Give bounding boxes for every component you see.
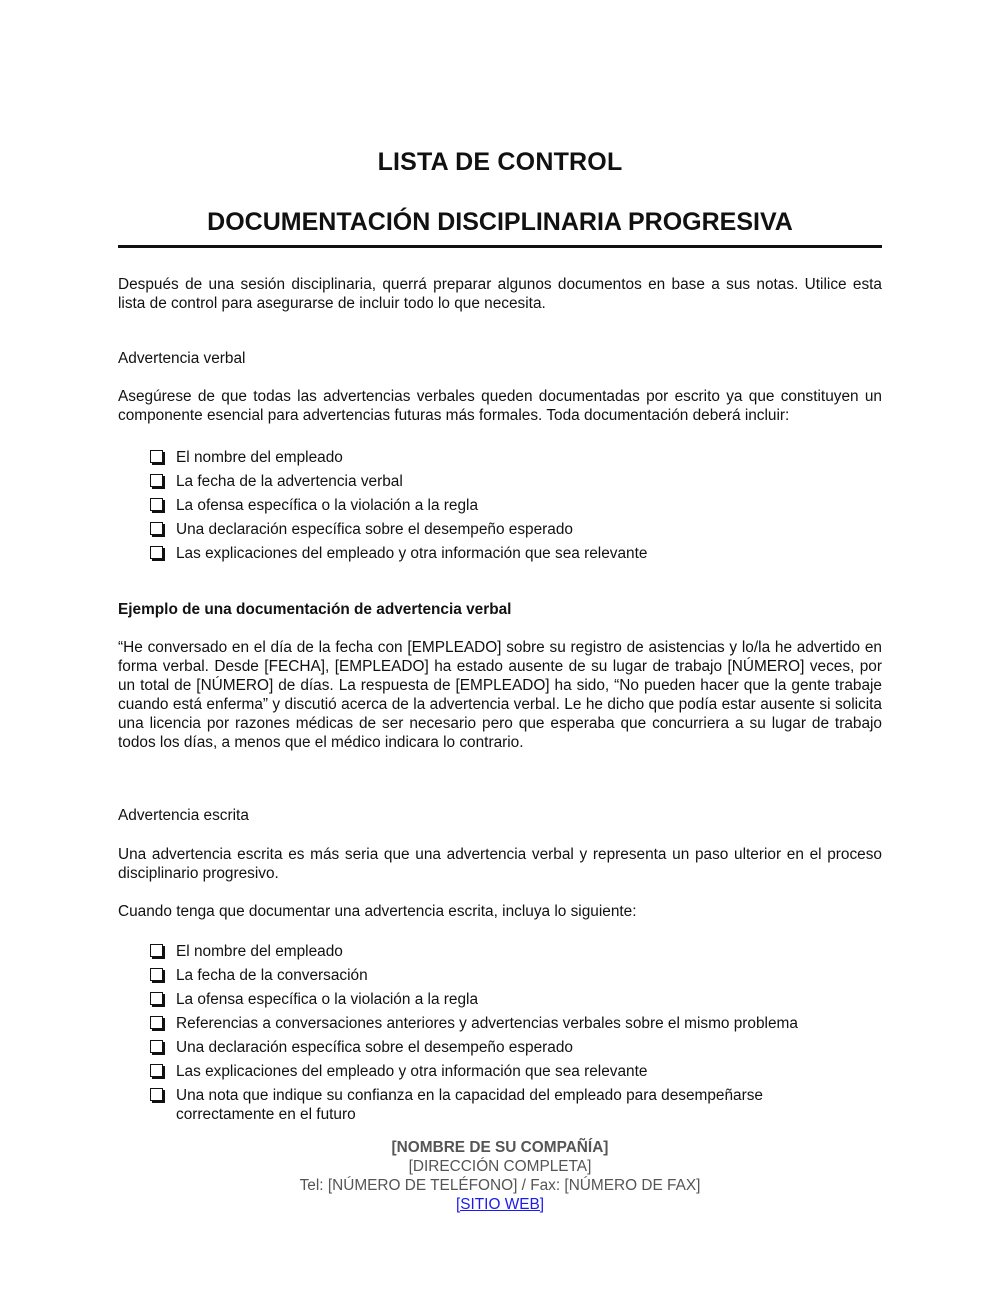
checkbox-icon[interactable] [150, 944, 163, 957]
checkbox-icon[interactable] [150, 1040, 163, 1053]
written-description: Una advertencia escrita es más seria que una advertencia verbal y representa un paso ulterior en el proceso disciplinario progresivo. [118, 846, 882, 882]
checklist-item: Una nota que indique su confianza en la capacidad del empleado para desempeñarse correctamente en el futuro [150, 1084, 856, 1124]
website-link[interactable]: [SITIO WEB] [455, 1196, 545, 1213]
checkbox-icon[interactable] [150, 522, 163, 535]
checklist-item: La fecha de la conversación [150, 964, 856, 988]
written-heading: Advertencia escrita [118, 807, 249, 824]
verbal-description: Asegúrese de que todas las advertencias verbales queden documentadas por escrito ya que constituyen un componente esencial para advertencias futuras más formales. Toda documentación deberá incluir: [118, 388, 882, 424]
checklist-item: Una declaración específica sobre el desempeño esperado [150, 1036, 856, 1060]
checklist-item: Las explicaciones del empleado y otra información que sea relevante [150, 542, 647, 566]
checklist-item: La fecha de la advertencia verbal [150, 470, 647, 494]
checkbox-icon[interactable] [150, 450, 163, 463]
checklist-item: El nombre del empleado [150, 446, 647, 470]
checkbox-icon[interactable] [150, 498, 163, 511]
intro-paragraph: Después de una sesión disciplinaria, querrá preparar algunos documentos en base a sus notas. Utilice esta lista de control para asegurarse de incluir todo lo que necesita. [118, 276, 882, 312]
title-divider [118, 245, 882, 248]
checkbox-icon[interactable] [150, 1064, 163, 1077]
company-footer [0, 1138, 1000, 1214]
written-checklist [150, 940, 856, 1124]
checkbox-icon[interactable] [150, 1016, 163, 1029]
verbal-heading: Advertencia verbal [118, 350, 246, 367]
company-name: [NOMBRE DE SU COMPAÑÍA] [391, 1139, 609, 1156]
checkbox-icon[interactable] [150, 1088, 163, 1101]
example-heading: Ejemplo de una documentación de advertencia verbal [118, 601, 512, 618]
checkbox-icon[interactable] [150, 992, 163, 1005]
document-title: LISTA DE CONTROL [377, 148, 623, 176]
document-subtitle: DOCUMENTACIÓN DISCIPLINARIA PROGRESIVA [207, 208, 793, 236]
checklist-item: Referencias a conversaciones anteriores y advertencias verbales sobre el mismo problema [150, 1012, 856, 1036]
checkbox-icon[interactable] [150, 968, 163, 981]
verbal-checklist [150, 446, 647, 566]
company-contact: Tel: [NÚMERO DE TELÉFONO] / Fax: [NÚMERO DE FAX] [299, 1177, 701, 1194]
example-paragraph: “He conversado en el día de la fecha con [EMPLEADO] sobre su registro de asistencias y lo/la he advertido en forma verbal. Desde [FECHA], [EMPLEADO] ha estado ausente de su lugar de trabajo [NÚMERO] veces, por un total de [NÚMERO] de días. La respuesta de [EMPLEADO] ha sido, “No pueden hacer que la gente trabaje cuando está enferma” y discutió acerca de la advertencia verbal. Le he dicho que podía estar ausente si solicita una licencia por razones médicas de ser necesario pero que esperaba que concurriera a su lugar de trabajo todos los días, a menos que el médico indicara lo contrario. [118, 639, 882, 751]
checkbox-icon[interactable] [150, 546, 163, 559]
checkbox-icon[interactable] [150, 474, 163, 487]
company-address: [DIRECCIÓN COMPLETA] [408, 1158, 592, 1175]
checklist-item: Una declaración específica sobre el desempeño esperado [150, 518, 647, 542]
written-instruction: Cuando tenga que documentar una advertencia escrita, incluya lo siguiente: [118, 903, 637, 920]
checklist-item: La ofensa específica o la violación a la regla [150, 988, 856, 1012]
checklist-item: Las explicaciones del empleado y otra información que sea relevante [150, 1060, 856, 1084]
checklist-item: El nombre del empleado [150, 940, 856, 964]
checklist-item: La ofensa específica o la violación a la regla [150, 494, 647, 518]
